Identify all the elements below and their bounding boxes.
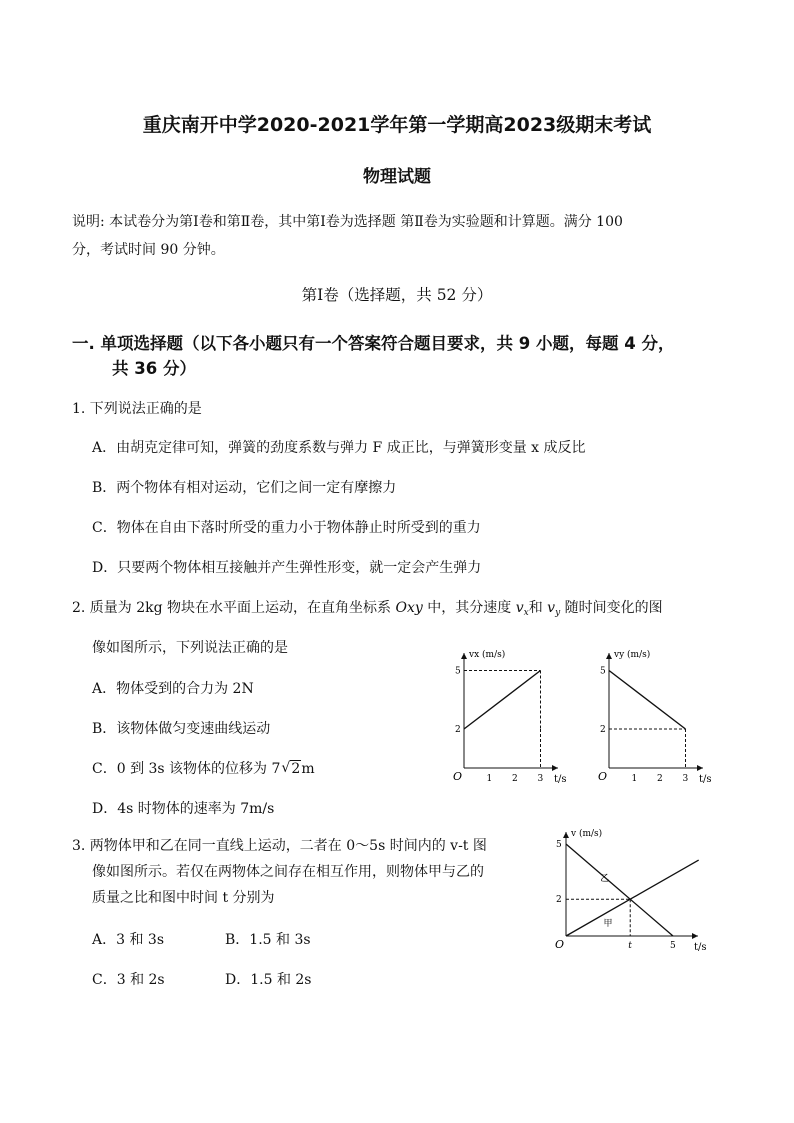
v-t-graph <box>548 828 728 953</box>
vx-t-graph <box>440 648 590 785</box>
chart-vx-xtick-3: 3 <box>537 774 544 784</box>
chart-vt-ytick-5: 5 <box>556 840 562 850</box>
vy-t-graph <box>585 648 735 785</box>
chart-vx-x-label: t/s <box>554 774 567 785</box>
chart-vy-xtick-1: 1 <box>631 774 638 784</box>
chart-vy-ytick-2: 2 <box>600 725 606 735</box>
chart-vy-y-arrow <box>606 653 612 659</box>
q3-stem-line-3: 质量之比和图中时间 t 分别为 <box>92 890 275 906</box>
chart-vx-x-arrow <box>552 765 558 771</box>
chart-vy-x-label: t/s <box>699 774 712 785</box>
chart-vt-y-label: v (m/s) <box>571 829 603 839</box>
exam-title: 重庆南开中学2020-2021学年第一学期高2023级期末考试 <box>142 114 652 136</box>
q3-option-a: A．3 和 3s <box>92 932 165 948</box>
chart-vx-xtick-1: 1 <box>486 774 493 784</box>
chart-vx-origin-label: O <box>453 770 463 783</box>
chart-vx-data-line <box>464 671 541 730</box>
q2-option-d: D．4s 时物体的速率为 7m/s <box>92 801 275 817</box>
chart-vt-label-jia: 甲 <box>603 918 613 929</box>
chart-vt-series-jia <box>566 860 699 936</box>
chart-vy-ytick-5: 5 <box>600 666 606 677</box>
chart-vy-data-line <box>609 671 686 730</box>
chart-vx-y-arrow <box>461 653 467 659</box>
volume-heading: 第Ⅰ卷（选择题，共 52 分） <box>301 286 493 304</box>
chart-vt-ytick-2: 2 <box>556 895 562 906</box>
q3-option-b: B．1.5 和 3s <box>225 932 311 948</box>
chart-vt-xtick-t: t <box>628 941 632 951</box>
q3-option-d: D．1.5 和 2s <box>225 972 312 988</box>
chart-vy-xtick-2: 2 <box>657 774 663 784</box>
q2-option-b: B．该物体做匀变速曲线运动 <box>92 721 271 737</box>
q2-option-c: C．0 到 3s 该物体的位移为 7√ 2m <box>92 758 315 778</box>
chart-vt-xtick-5: 5 <box>670 941 676 951</box>
chart-vx-ytick-2: 2 <box>455 725 461 735</box>
q3-stem-line-1: 3. 两物体甲和乙在同一直线上运动，二者在 0～5s 时间内的 v-t 图 <box>72 838 487 854</box>
q3-option-c: C．3 和 2s <box>92 972 165 988</box>
chart-vy-y-label: vy (m/s) <box>614 650 651 660</box>
chart-vt-y-arrow <box>563 832 569 838</box>
exam-subtitle: 物理试题 <box>363 167 431 187</box>
chart-vt-origin-label: O <box>555 938 565 951</box>
q3-stem-line-2: 像如图所示。若仅在两物体之间存在相互作用，则物体甲与乙的 <box>92 864 484 880</box>
chart-vy-x-arrow <box>697 765 703 771</box>
chart-vt-label-yi: 乙 <box>600 873 610 884</box>
section-heading-line-1: 一. 单项选择题（以下各小题只有一个答案符合题目要求，共 9 小题，每题 4 分， <box>72 334 675 353</box>
intro-line-1: 说明: 本试卷分为第Ⅰ卷和第Ⅱ卷，其中第Ⅰ卷为选择题 第Ⅱ卷为实验题和计算题。满分 100 <box>72 214 623 230</box>
q1-option-d: D．只要两个物体相互接触并产生弹性形变，就一定会产生弹力 <box>92 560 482 576</box>
q1-stem: 1. 下列说法正确的是 <box>72 401 202 417</box>
q1-option-c: C．物体在自由下落时所受的重力小于物体静止时所受到的重力 <box>92 520 481 536</box>
q2-option-a: A．物体受到的合力为 2N <box>92 681 254 697</box>
section-heading-line-2: 共 36 分） <box>112 359 196 378</box>
q2-stem-line-1: 2. 质量为 2kg 物块在水平面上运动，在直角坐标系 Oxy 中，其分速度 $v_x$和 $v_y$ 随时间变化的图 <box>72 600 663 618</box>
q1-option-a: A．由胡克定律可知，弹簧的劲度系数与弹力 F 成正比，与弹簧形变量 x 成反比 <box>92 440 586 456</box>
chart-vx-ytick-5: 5 <box>455 666 461 677</box>
chart-vt-series-yi <box>566 844 673 936</box>
chart-vt-x-arrow <box>692 933 698 939</box>
q2-stem-line-2: 像如图所示，下列说法正确的是 <box>92 640 288 656</box>
chart-vy-origin-label: O <box>598 770 608 783</box>
chart-vt-x-label: t/s <box>694 942 707 953</box>
q1-option-b: B．两个物体有相对运动，它们之间一定有摩擦力 <box>92 480 397 496</box>
intro-line-2: 分，考试时间 90 分钟。 <box>72 242 225 258</box>
chart-vx-y-label: vx (m/s) <box>469 650 506 660</box>
chart-vx-xtick-2: 2 <box>512 774 518 784</box>
chart-vy-xtick-3: 3 <box>682 774 689 784</box>
